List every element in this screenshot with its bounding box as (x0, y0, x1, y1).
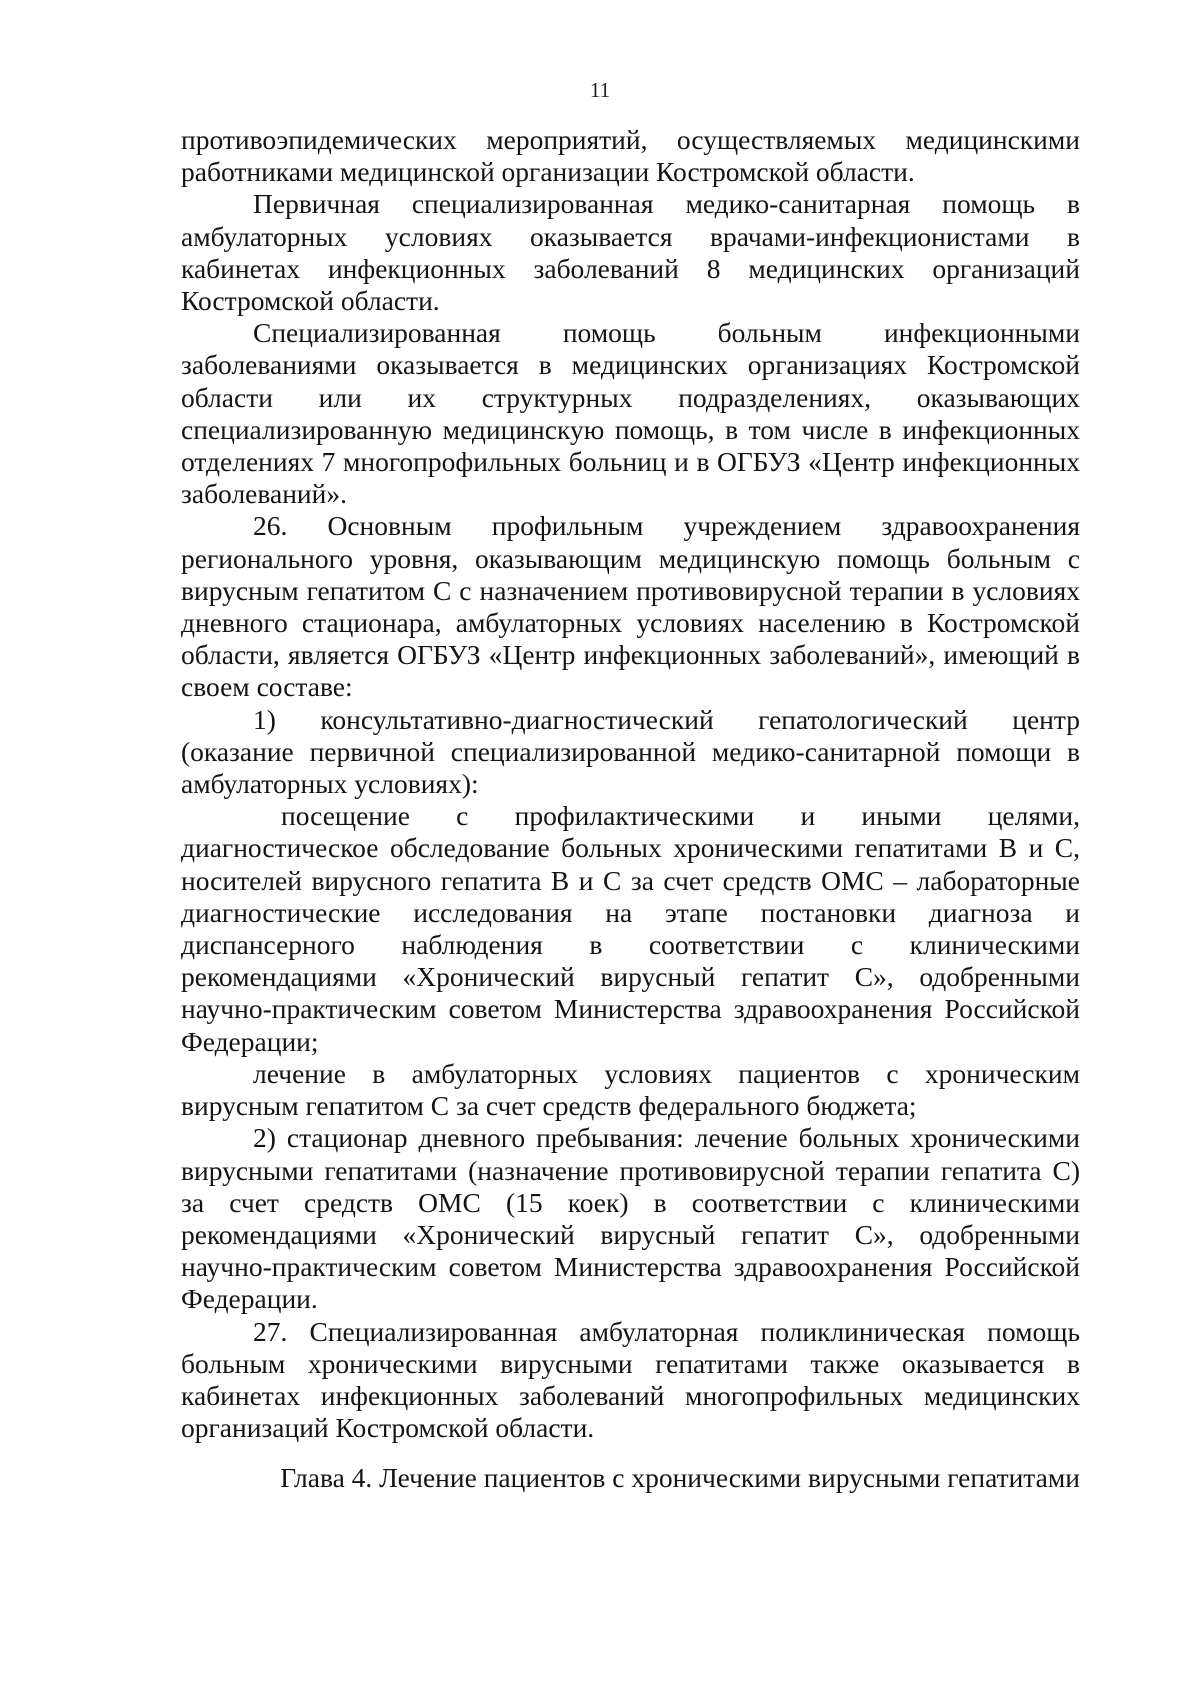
paragraph-primary-care: Первичная специализированная медико-санитарная помощь в амбулаторных условиях оказывается врачами-инфекционистами в кабинетах инфекционных заболеваний 8 медицинских организаций Костромской области. (181, 188, 1080, 317)
paragraph-subitem-2: 2) стационар дневного пребывания: лечение больных хроническими вирусными гепатитами (назначение противовирусной терапии гепатита С) за счет средств ОМС (15 коек) в соответствии с клиническими рекомендациями «Хронический вирусный гепатит С», одобренными научно-практическим советом Министерства здравоохранения Российской Федерации. (181, 1122, 1080, 1315)
paragraph-specialized-care: Специализированная помощь больным инфекционными заболеваниями оказывается в медицинских организациях Костромской области или их структурных подразделениях, оказывающих специализированную медицинскую помощь, в том числе в инфекционных отделениях 7 многопрофильных больниц и в ОГБУЗ «Центр инфекционных заболеваний». (181, 317, 1080, 510)
paragraph-visits: посещение с профилактическими и иными целями, диагностическое обследование больных хроническими гепатитами В и С, носителей вирусного гепатита В и С за счет средств ОМС – лабораторные диагностические исследования на этапе постановки диагноза и диспансерного наблюдения в соответствии с клиническими рекомендациями «Хронический вирусный гепатит С», одобренными научно-практическим советом Министерства здравоохранения Российской Федерации; (181, 800, 1080, 1057)
paragraph-subitem-1: 1) консультативно-диагностический гепатологический центр (оказание первичной специализированной медико-санитарной помощи в амбулаторных условиях): (181, 703, 1080, 800)
paragraph-item-27: 27. Специализированная амбулаторная поликлиническая помощь больным хроническими вирусными гепатитами также оказывается в кабинетах инфекционных заболеваний многопрофильных медицинских организаций Костромской области. (181, 1315, 1080, 1444)
document-body (181, 124, 1080, 1444)
paragraph-outpatient-treatment: лечение в амбулаторных условиях пациентов с хроническим вирусным гепатитом С за счет средств федерального бюджета; (181, 1057, 1080, 1122)
page-number: 11 (589, 78, 611, 102)
paragraph-continuation: противоэпидемических мероприятий, осуществляемых медицинскими работниками медицинской организации Костромской области. (181, 124, 1080, 188)
chapter-heading: Глава 4. Лечение пациентов с хроническими вирусными гепатитами (280, 1462, 1080, 1493)
paragraph-item-26: 26. Основным профильным учреждением здравоохранения регионального уровня, оказывающим медицинскую помощь больным с вирусным гепатитом С с назначением противовирусной терапии в условиях дневного стационара, амбулаторных условиях населению в Костромской области, является ОГБУЗ «Центр инфекционных заболеваний», имеющий в своем составе: (181, 510, 1080, 703)
